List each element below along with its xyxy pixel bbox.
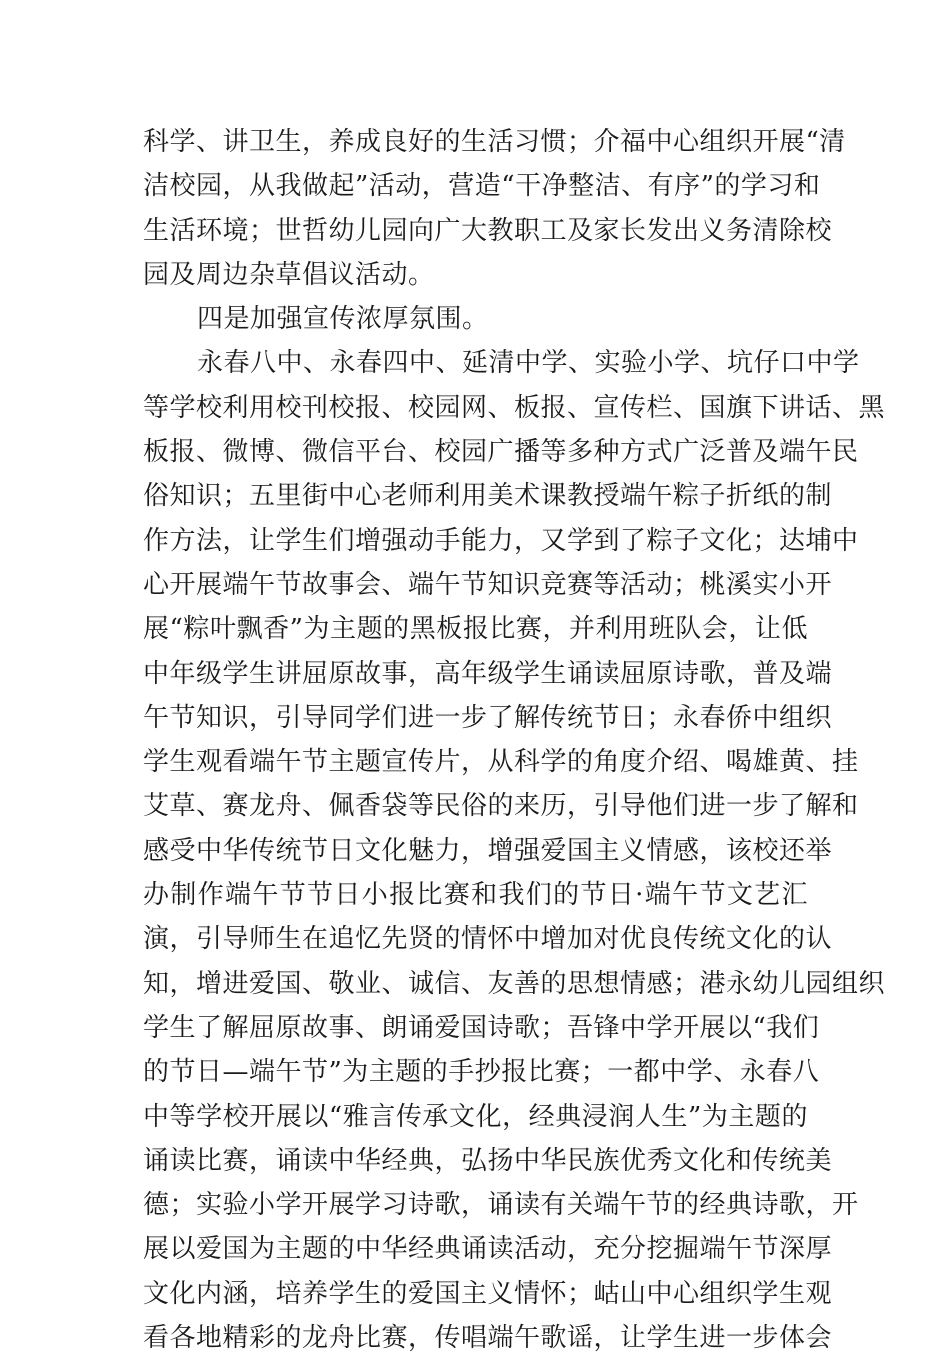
text-line: 文化内涵，培养学生的爱国主义情怀；岵山中心组织学生观	[143, 1278, 833, 1309]
text-line: 中等学校开展以“雅言传承文化，经典浸润人生”为主题的	[143, 1101, 808, 1132]
document-body	[143, 120, 886, 1360]
text-line: 永春八中、永春四中、延清中学、实验小学、坑仔口中学	[197, 348, 860, 379]
text-line: 诵读比赛，诵读中华经典，弘扬中华民族优秀文化和传统美	[143, 1145, 833, 1176]
text-line: 板报、微博、微信平台、校园广播等多种方式广泛普及端午民	[143, 437, 859, 468]
text-line: 知，增进爱国、敬业、诚信、友善的思想情感；港永幼儿园组织	[143, 968, 886, 999]
text-line: 午节知识，引导同学们进一步了解传统节日；永春侨中组织	[143, 702, 833, 733]
text-line: 的节日—端午节”为主题的手抄报比赛；一都中学、永春八	[143, 1057, 820, 1088]
text-line: 等学校利用校刊校报、校园网、板报、宣传栏、国旗下讲话、黑	[143, 392, 886, 423]
text-line: 办制作端午节节日小报比赛和我们的节日·端午节文艺汇	[143, 880, 808, 911]
text-line: 生活环境；世哲幼儿园向广大教职工及家长发出义务清除校	[143, 215, 833, 246]
text-line: 科学、讲卫生，养成良好的生活习惯；介福中心组织开展“清	[143, 127, 846, 157]
text-line: 演，引导师生在追忆先贤的情怀中增加对优良传统文化的认	[143, 924, 833, 955]
text-line: 洁校园，从我做起”活动，营造“干净整洁、有序”的学习和	[143, 171, 821, 202]
text-line: 德；实验小学开展学习诗歌，诵读有关端午节的经典诗歌，开	[143, 1190, 859, 1221]
text-line: 学生观看端午节主题宣传片，从科学的角度介绍、喝雄黄、挂	[143, 747, 859, 778]
text-line: 俗知识；五里街中心老师利用美术课教授端午粽子折纸的制	[143, 481, 833, 512]
text-line: 看各地精彩的龙舟比赛，传唱端午歌谣，让学生进一步体会	[143, 1323, 833, 1354]
text-line: 艾草、赛龙舟、佩香袋等民俗的来历，引导他们进一步了解和	[143, 791, 859, 822]
text-line: 园及周边杂草倡议活动。	[143, 259, 435, 290]
text-line: 学生了解屈原故事、朗诵爱国诗歌；吾锋中学开展以“我们	[143, 1012, 820, 1043]
paragraph-continued	[143, 120, 846, 297]
text-line: 作方法，让学生们增强动手能力，又学到了粽子文化；达埔中	[143, 525, 859, 556]
text-line: 展“粽叶飘香”为主题的黑板报比赛，并利用班队会，让低	[143, 614, 808, 645]
section-heading: 四是加强宣传浓厚氛围。	[197, 304, 489, 335]
paragraph-publicity	[143, 341, 886, 1360]
text-line: 中年级学生讲屈原故事，高年级学生诵读屈原诗歌，普及端	[143, 658, 833, 689]
text-line: 展以爱国为主题的中华经典诵读活动，充分挖掘端午节深厚	[143, 1234, 833, 1265]
text-line: 心开展端午节故事会、端午节知识竞赛等活动；桃溪实小开	[143, 569, 833, 600]
text-line: 感受中华传统节日文化魅力，增强爱国主义情感，该校还举	[143, 835, 833, 866]
